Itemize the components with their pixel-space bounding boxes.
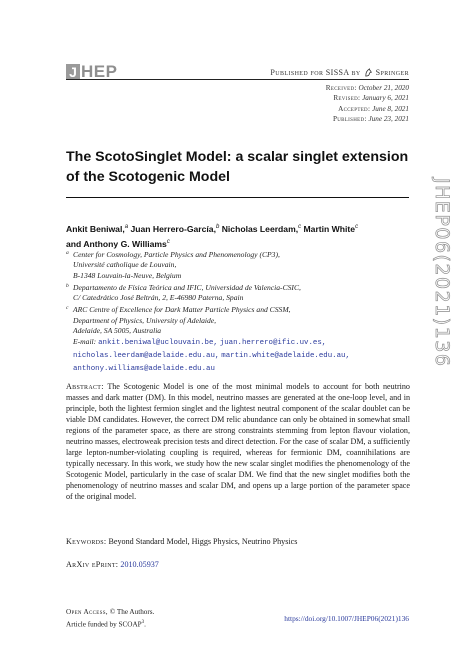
affiliation-c: c ARC Centre of Excellence for Dark Matter Particle Physics and CSSM, Department of Physics, University of Adelaide, Adelaide, SA 5005, Australia [66, 305, 291, 336]
author: and Anthony G. Williams [66, 238, 167, 249]
open-access-label: Open Access, [66, 608, 108, 616]
author: Nicholas Leerdam, [221, 223, 299, 234]
email-block [73, 336, 403, 375]
copyright-text: © The Authors. [109, 608, 155, 616]
jhep-logo [66, 62, 117, 80]
springer-horse-icon [364, 68, 373, 77]
date-revised: Revised: January 6, 2021 [333, 94, 409, 103]
abstract-label: Abstract: [66, 382, 104, 391]
publisher-line [270, 68, 409, 77]
author-list: Ankit Beniwal,$^a$ Juan Herrero-García,$^b$ Nicholas Leerdam,$^c$ Martin White$^c$ and Anthony G. Williams$^c$ [66, 223, 359, 249]
author: Juan Herrero-García, [130, 223, 216, 234]
abstract [66, 381, 410, 503]
email-link[interactable]: ankit.beniwal@uclouvain.be, [98, 339, 218, 347]
header-rule [66, 79, 409, 80]
author: Ankit Beniwal, [66, 223, 125, 234]
arxiv-label: ArXiv ePrint: [66, 560, 119, 569]
funding-text: Article funded by SCOAP [66, 619, 142, 628]
jhep-logo-j: J [66, 64, 80, 80]
sidebar-stamp-text: JHEP06(2021)136 [431, 178, 453, 368]
paper-title: The ScotoSinglet Model: a scalar singlet extension of the Scotogenic Model [66, 149, 409, 185]
publisher-name: Springer [375, 68, 409, 77]
jhep-logo-hep: HEP [81, 62, 118, 81]
author: Martin White [303, 223, 356, 234]
email-link[interactable]: anthony.williams@adelaide.edu.au [73, 365, 215, 373]
affiliations [66, 250, 301, 338]
abstract-text: The Scotogenic Model is one of the most minimal models to account for both neutrino masses and dark matter (DM). In this model, neutrino masses are generated at the one-loop level, and in principle, both the lightest fermion singlet and the lightest neutral component of the scalar doublet can be viable DM candidates. However, the correct DM relic abundance can only be obtained in somewhat small regions of the parameter space, as there are strong constraints stemming from lepton flavour violation, neutrino masses, electroweak precision tests and direct detection. For the case of scalar DM, a sufficiently large lepton-number-violating coupling is required, whereas for fermionic DM, coannihilations are typically necessary. In this work, we study how the new scalar singlet modifies the phenomenology of the Scotogenic Model, particularly in the case of scalar DM. We find that the new singlet modifies both the phenomenology of neutrino masses and scalar DM, and opens up a large portion of the parameter space of the original model. [66, 382, 410, 502]
date-published: Published: June 23, 2021 [332, 114, 409, 123]
doi-link[interactable]: https://doi.org/10.1007/JHEP06(2021)136 [284, 614, 409, 623]
arxiv-eprint [66, 560, 159, 569]
title-rule [66, 197, 409, 198]
sidebar-stamp [430, 178, 454, 478]
affiliation-b: b Departamento de Física Teórica and IFIC, Universidad de Valencia-CSIC, C/ Catedrático José Beltrán, 2, E-46980 Paterna, Spain [66, 282, 301, 303]
arxiv-link[interactable]: 2010.05937 [120, 560, 159, 569]
keywords [66, 537, 297, 546]
email-link[interactable]: juan.herrero@ific.uv.es, [219, 339, 327, 347]
email-link[interactable]: martin.white@adelaide.edu.au, [221, 352, 350, 360]
affiliation-a: a Center for Cosmology, Particle Physics and Phenomenology (CP3), Université catholique de Louvain, B-1348 Louvain-la-Neuve, Belgium [66, 250, 280, 280]
keywords-label: Keywords: [66, 537, 107, 546]
email-link[interactable]: nicholas.leerdam@adelaide.edu.au, [73, 352, 220, 360]
keywords-text: Beyond Standard Model, Higgs Physics, Neutrino Physics [108, 537, 298, 546]
date-received: Received: October 21, 2020 [325, 84, 409, 92]
publication-dates [326, 83, 409, 124]
date-accepted: Accepted: June 8, 2021 [338, 104, 409, 113]
email-label: E-mail: [73, 337, 97, 346]
published-for-text: Published for SISSA by [270, 68, 361, 77]
footer-license: Open Access, © The Authors. Article funded by SCOAP$^3$. [66, 608, 155, 628]
